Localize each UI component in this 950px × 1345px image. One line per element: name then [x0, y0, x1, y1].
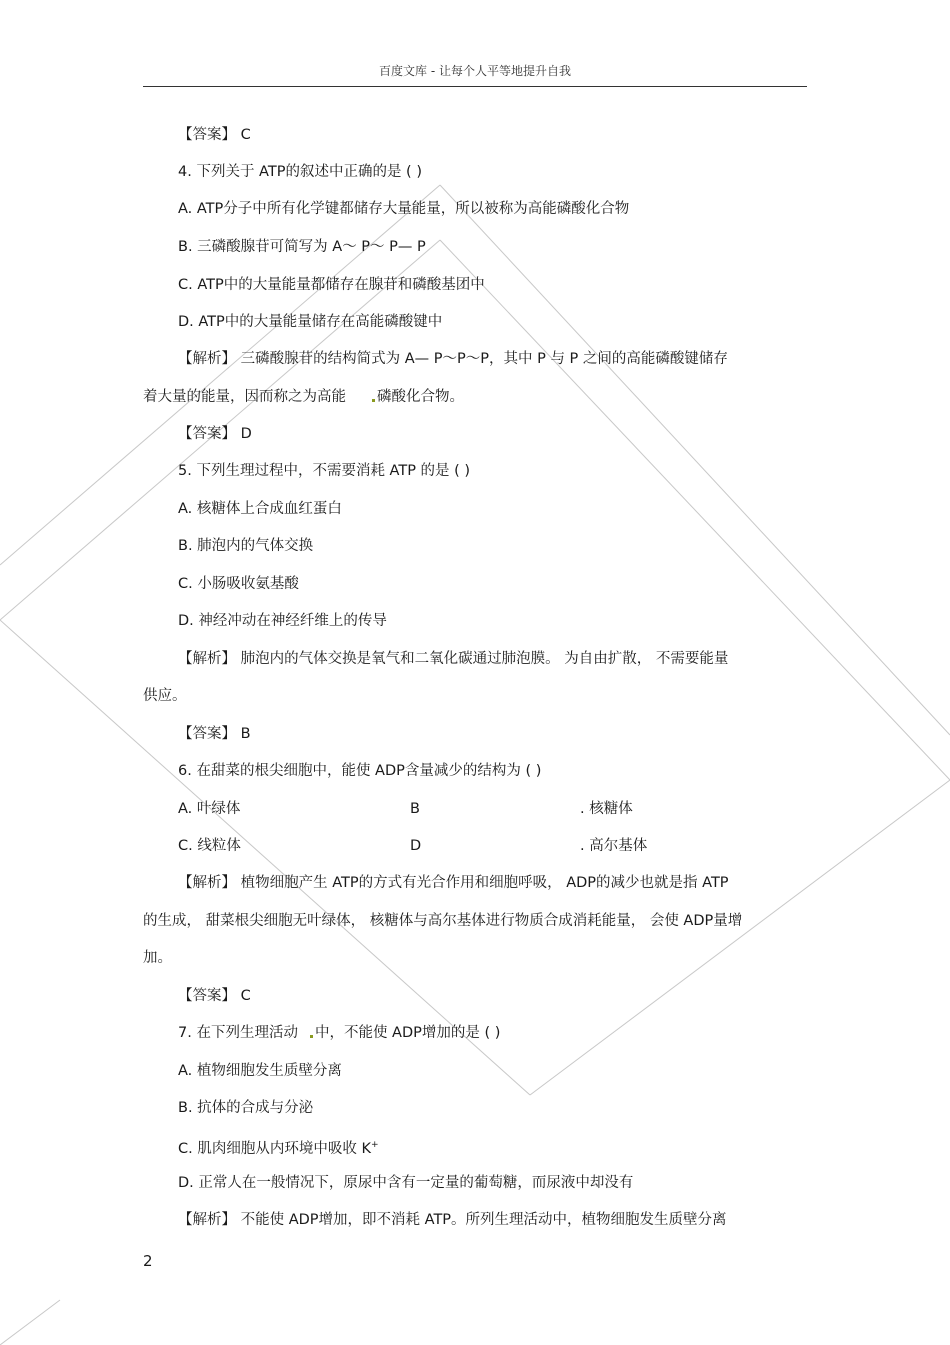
artifact-dot	[372, 399, 375, 402]
question-text-part: 中，不能使 ADP增加的是 ( )	[314, 1025, 501, 1041]
question-5: 5. 下列生理过程中，不需要消耗 ATP 的是 ( )	[178, 463, 471, 479]
option-c	[178, 1136, 379, 1158]
page-header: 百度文库 - 让每个人平等地提升自我	[379, 64, 571, 78]
option-d: D. 正常人在一般情况下，原尿中含有一定量的葡萄糖，而尿液中却没有	[178, 1175, 634, 1191]
question-4: 4. 下列关于 ATP的叙述中正确的是 ( )	[178, 164, 422, 180]
option-row	[178, 837, 798, 855]
question-6: 6. 在甜菜的根尖细胞中，能使 ADP含量减少的结构为 ( )	[178, 763, 542, 779]
option-b-text: . 核糖体	[580, 801, 633, 817]
analysis-continuation	[143, 388, 464, 406]
superscript-plus: +	[370, 1140, 379, 1150]
answer-line: 【答案】 D	[178, 426, 252, 442]
analysis-text-part: 着大量的能量，因而称之为高能	[143, 389, 346, 405]
analysis-text-part: 磷酸化合物。	[377, 389, 464, 405]
option-row	[178, 800, 798, 818]
answer-line: 【答案】 C	[178, 988, 251, 1004]
answer-line: 【答案】 C	[178, 127, 251, 143]
artifact-dot	[310, 1035, 313, 1038]
option-c: C. ATP中的大量能量都储存在腺苷和磷酸基团中	[178, 277, 485, 293]
option-d-letter: D	[410, 838, 422, 854]
answer-line: 【答案】 B	[178, 726, 251, 742]
analysis-line: 【解析】 三磷酸腺苷的结构简式为 A— P～P～P，其中 P 与 P 之间的高能磷酸键储存	[178, 351, 728, 367]
option-a: A. 叶绿体	[178, 801, 241, 817]
header-divider	[143, 86, 807, 87]
option-d: D. 神经冲动在神经纤维上的传导	[178, 613, 387, 629]
option-d-text: . 高尔基体	[580, 838, 648, 854]
option-b: B. 三磷酸腺苷可简写为 A～ P～ P— P	[178, 239, 426, 255]
option-c: C. 线粒体	[178, 838, 241, 854]
option-c: C. 小肠吸收氨基酸	[178, 576, 299, 592]
question-7	[178, 1024, 500, 1042]
option-b-letter: B	[410, 801, 420, 817]
option-a: A. 植物细胞发生质壁分离	[178, 1063, 342, 1079]
analysis-line: 【解析】 植物细胞产生 ATP的方式有光合作用和细胞呼吸， ADP的减少也就是指 ATP	[178, 875, 729, 891]
option-c-text: C. 肌肉细胞从内环境中吸收 K	[178, 1140, 371, 1157]
analysis-continuation: 加。	[143, 950, 172, 966]
option-a: A. 核糖体上合成血红蛋白	[178, 501, 342, 517]
page-number: 2	[143, 1252, 153, 1270]
analysis-continuation: 的生成， 甜菜根尖细胞无叶绿体， 核糖体与高尔基体进行物质合成消耗能量， 会使 ADP量增	[143, 913, 743, 929]
option-a: A. ATP分子中所有化学键都储存大量能量，所以被称为高能磷酸化合物	[178, 201, 630, 217]
analysis-line: 【解析】 肺泡内的气体交换是氧气和二氧化碳通过肺泡膜。 为自由扩散， 不需要能量	[178, 651, 729, 667]
option-d: D. ATP中的大量能量储存在高能磷酸键中	[178, 314, 443, 330]
question-text-part: 7. 在下列生理活动	[178, 1025, 298, 1041]
analysis-continuation: 供应。	[143, 688, 187, 704]
option-b: B. 肺泡内的气体交换	[178, 538, 314, 554]
option-b: B. 抗体的合成与分泌	[178, 1100, 314, 1116]
analysis-line: 【解析】 不能使 ADP增加，即不消耗 ATP。所列生理活动中，植物细胞发生质壁分离	[178, 1212, 727, 1228]
